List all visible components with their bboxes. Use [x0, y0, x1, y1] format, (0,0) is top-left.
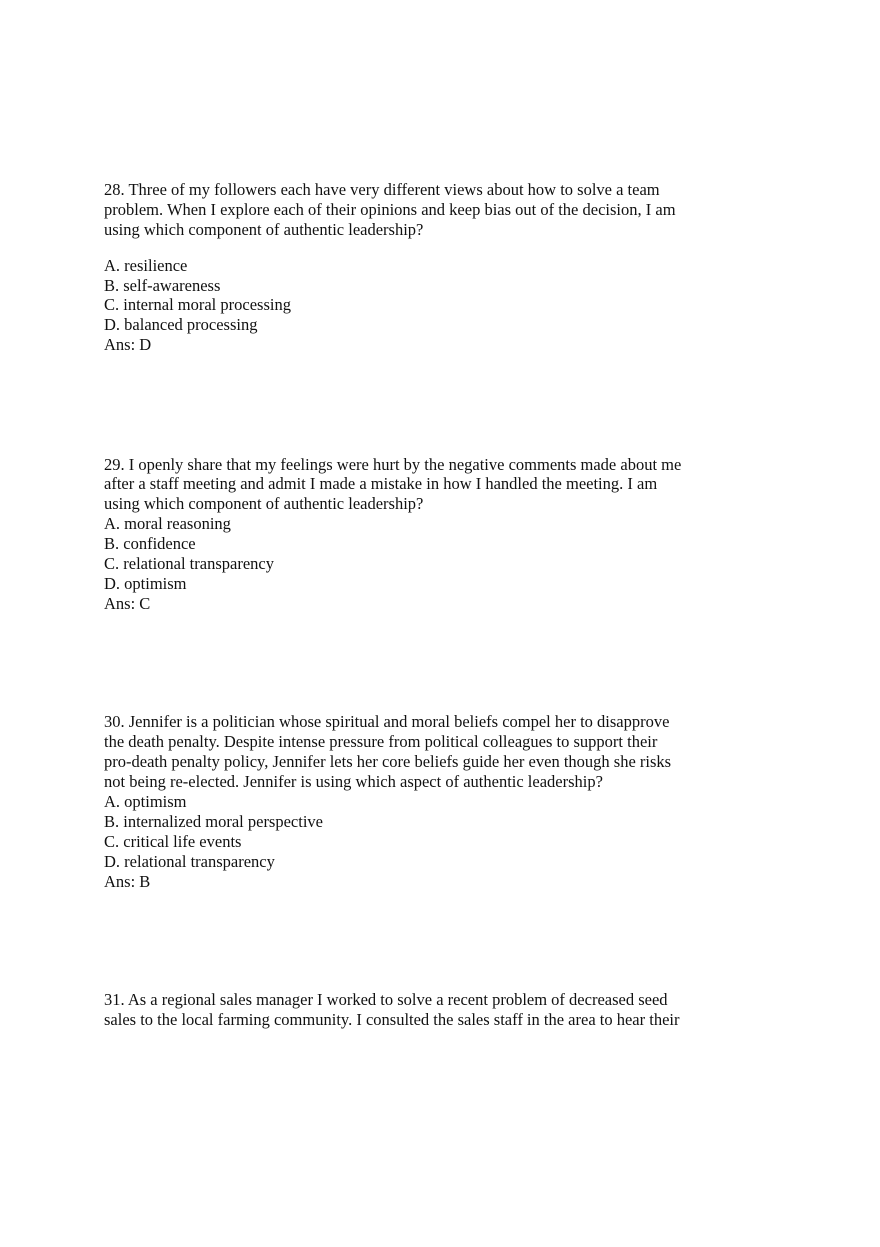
- answer-option: A. moral reasoning: [104, 514, 231, 533]
- answer-key: Ans: C: [104, 594, 151, 613]
- answer-option: D. balanced processing: [104, 315, 258, 334]
- question-stem-line: 28. Three of my followers each have very different views about how to solve a team: [104, 180, 660, 199]
- question-stem-line: 30. Jennifer is a politician whose spiritual and moral beliefs compel her to disapprove: [104, 712, 670, 731]
- question-stem-line: 29. I openly share that my feelings were hurt by the negative comments made about me: [104, 455, 682, 474]
- answer-option: A. resilience: [104, 256, 188, 275]
- question-stem-line: pro-death penalty policy, Jennifer lets her core beliefs guide her even though she risks: [104, 752, 672, 771]
- question-stem-line: not being re-elected. Jennifer is using which aspect of authentic leadership?: [104, 772, 603, 791]
- answer-option: C. relational transparency: [104, 554, 274, 573]
- question-stem-line: sales to the local farming community. I consulted the sales staff in the area to hear their: [104, 1010, 680, 1029]
- question-stem-line: using which component of authentic leadership?: [104, 220, 424, 239]
- answer-key: Ans: D: [104, 335, 152, 354]
- answer-option: C. internal moral processing: [104, 295, 291, 314]
- answer-option: A. optimism: [104, 792, 187, 811]
- answer-option: B. internalized moral perspective: [104, 812, 323, 831]
- answer-key: Ans: B: [104, 872, 151, 891]
- answer-option: B. confidence: [104, 534, 196, 553]
- answer-option: D. relational transparency: [104, 852, 275, 871]
- question-stem-line: using which component of authentic leadership?: [104, 494, 424, 513]
- answer-option: B. self-awareness: [104, 276, 221, 295]
- question-stem-line: after a staff meeting and admit I made a mistake in how I handled the meeting. I am: [104, 474, 658, 493]
- question-stem-line: problem. When I explore each of their opinions and keep bias out of the decision, I am: [104, 200, 676, 219]
- question-stem-line: the death penalty. Despite intense pressure from political colleagues to support their: [104, 732, 658, 751]
- question-stem-line: 31. As a regional sales manager I worked to solve a recent problem of decreased seed: [104, 990, 668, 1009]
- answer-option: C. critical life events: [104, 832, 242, 851]
- answer-option: D. optimism: [104, 574, 187, 593]
